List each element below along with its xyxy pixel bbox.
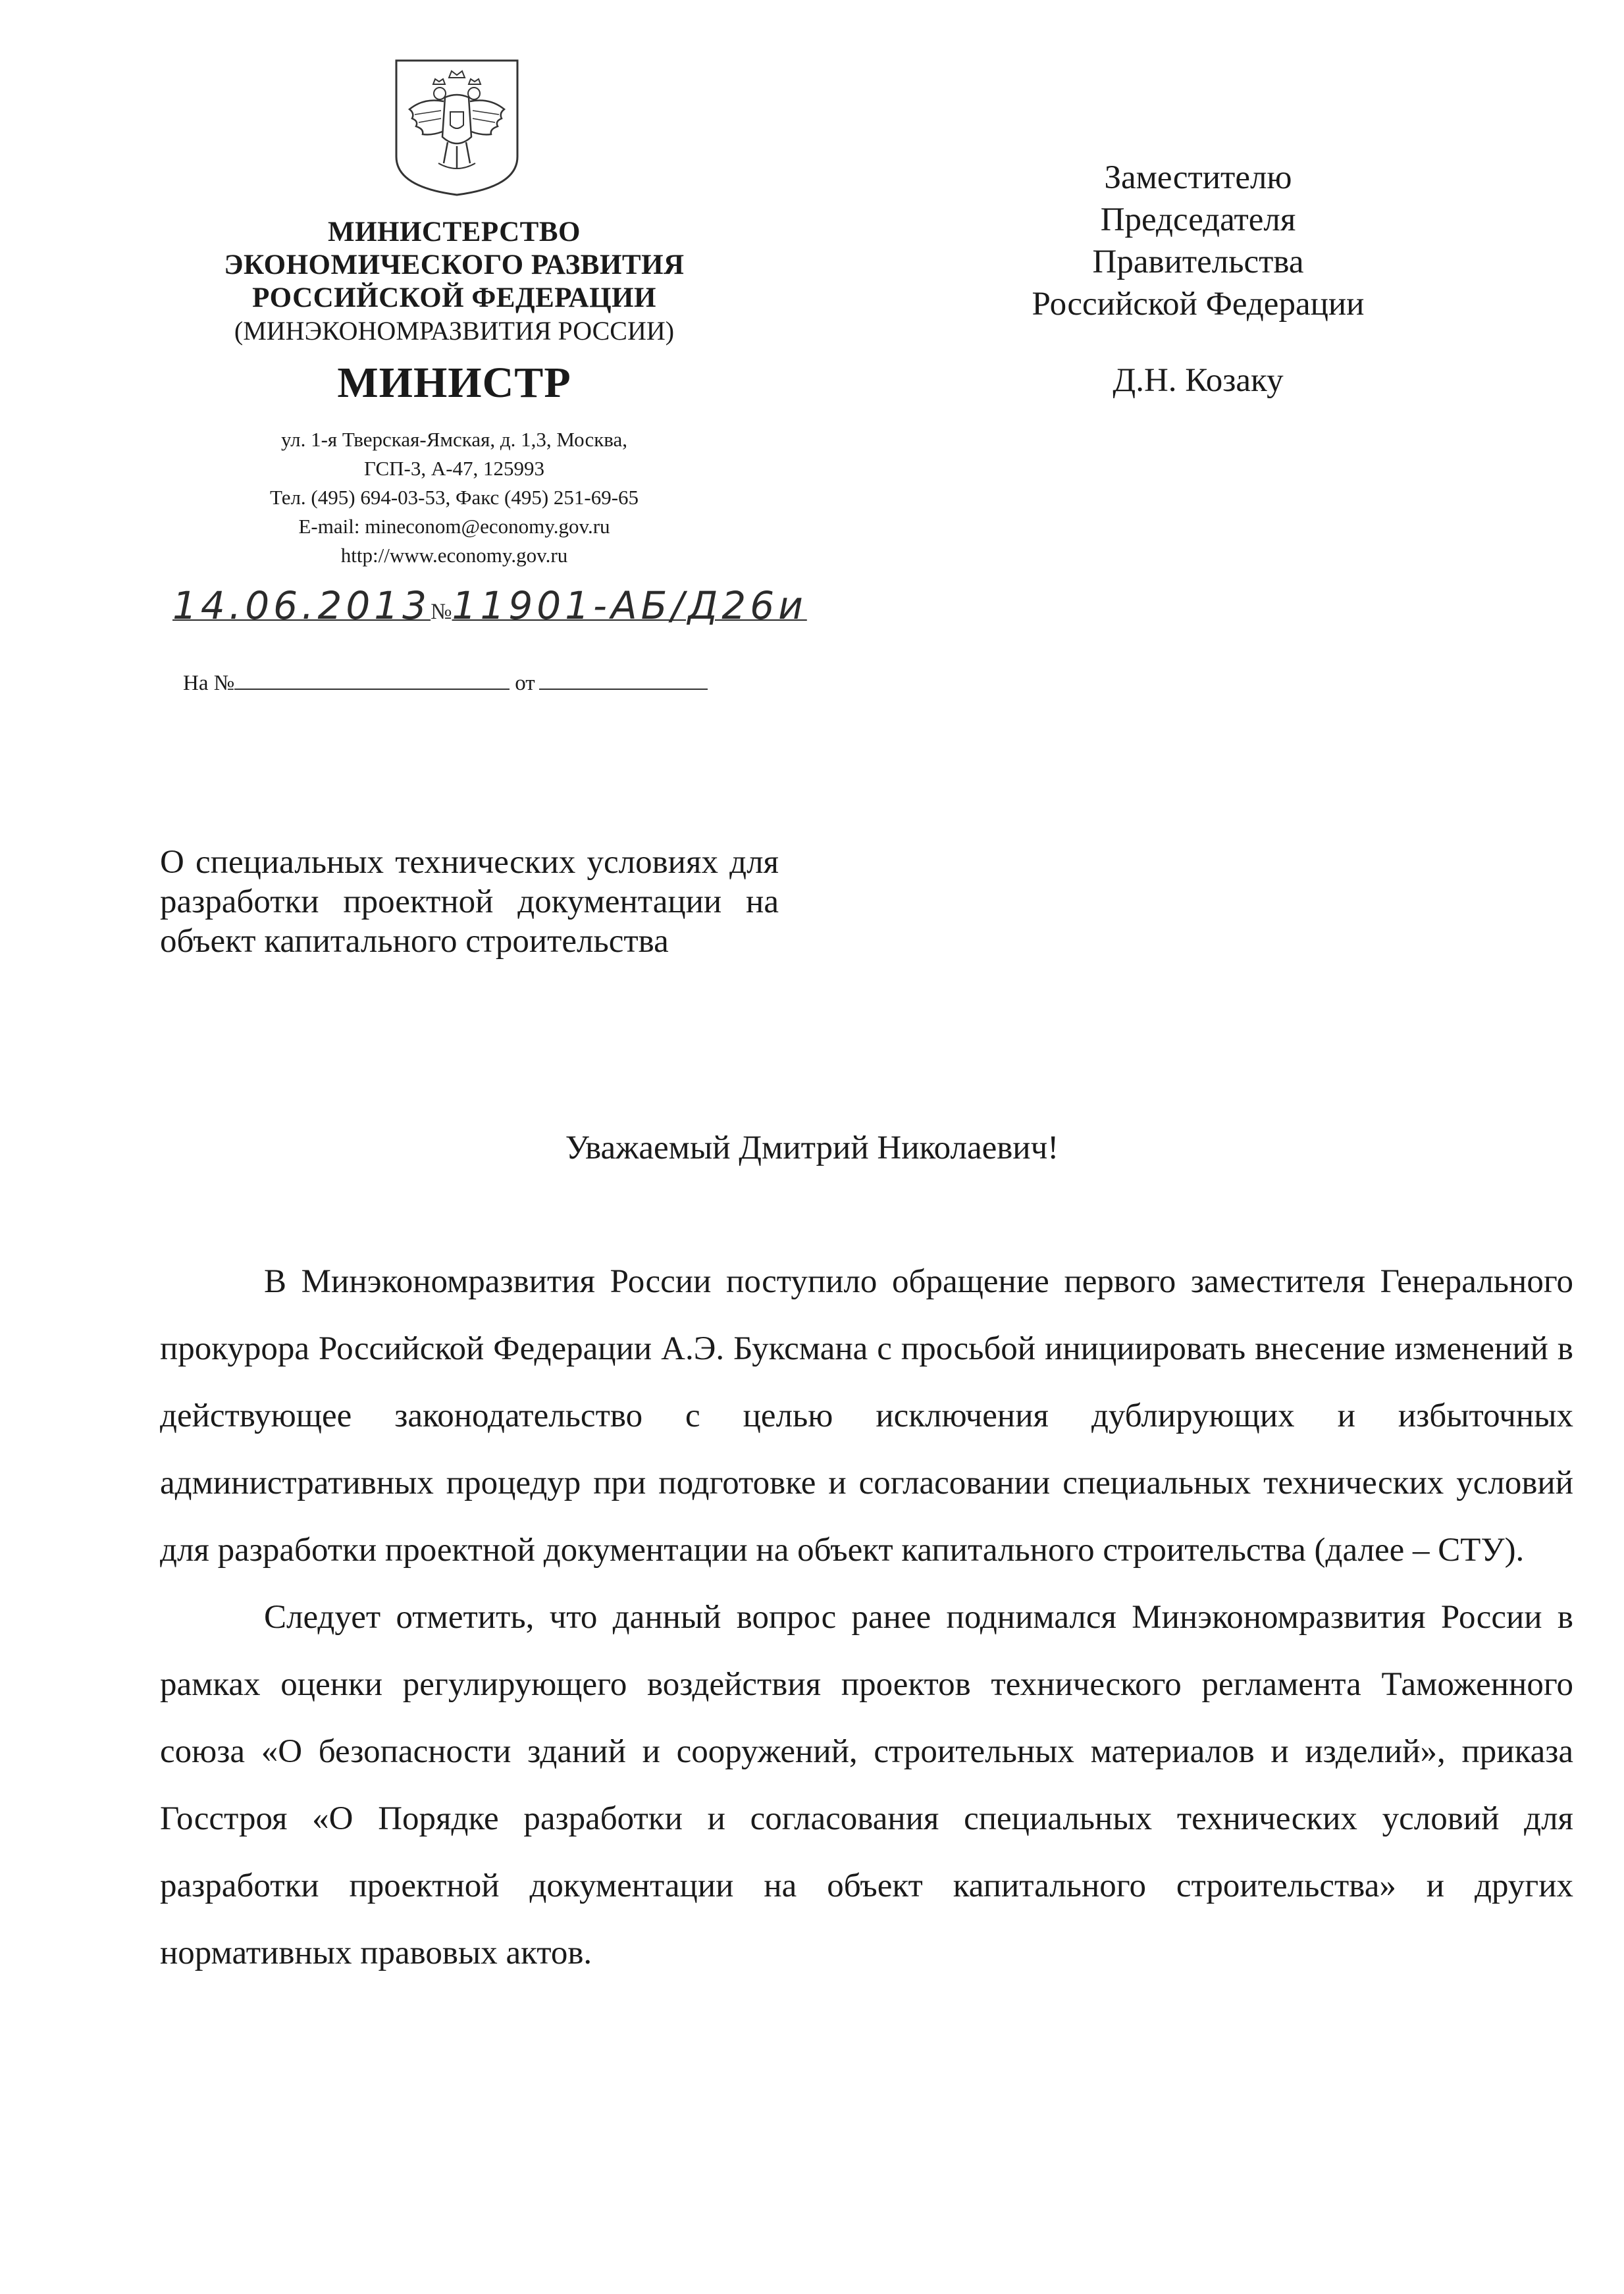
outgoing-date: 14.06.2013	[172, 583, 431, 628]
addressee-line-1: Заместителю	[1104, 159, 1292, 196]
email: E-mail: mineconom@economy.gov.ru	[298, 515, 610, 538]
outgoing-number-handwritten	[172, 583, 807, 628]
body-paragraph-2: Следует отметить, что данный вопрос ранее поднимался Минэкономразвития России в рамках оценки регулирующего воздействия проектов технического регламента Таможенного союза «О безопасности зданий и сооружений, строительных материалов и изделий», приказа Госстроя «О Порядке разработки и согласования специальных технических условий для разработки проектной документации на объект капитального строительства» и других нормативных правовых актов.	[160, 1599, 1573, 1971]
phone-fax: Тел. (495) 694-03-53, Факс (495) 251-69-65	[269, 486, 639, 509]
letter-body	[160, 1248, 1573, 1987]
body-paragraph-1: В Минэкономразвития России поступило обращение первого заместителя Генерального прокурора Российской Федерации А.Э. Буксмана с просьбой инициировать внесение изменений в действующее законодательство с целью исключения дублирующих и избыточных административных процедур при подготовке и согласовании специальных технических условий для разработки проектной документации на объект капитального строительства (далее – СТУ).	[160, 1263, 1573, 1569]
outgoing-reg-number: 11901-АБ/Д26и	[452, 583, 807, 628]
org-name-line-1: МИНИСТЕРСТВО	[328, 217, 581, 248]
addressee-name: Д.Н. Козаку	[1113, 362, 1284, 399]
org-name-line-2: ЭКОНОМИЧЕСКОГО РАЗВИТИЯ	[224, 249, 685, 280]
addressee-line-3: Российской Федерации	[1032, 286, 1365, 323]
address-line-2: ГСП-3, А-47, 125993	[363, 457, 545, 480]
website: http://www.economy.gov.ru	[340, 544, 568, 567]
org-name-line-3: РОССИЙСКОЙ ФЕДЕРАЦИИ	[252, 282, 656, 313]
reference-no-blank	[234, 669, 510, 690]
coat-of-arms-emblem	[392, 58, 521, 197]
reference-line	[183, 669, 708, 696]
reference-from-label: от	[515, 671, 535, 695]
org-abbreviation: (МИНЭКОНОМРАЗВИТИЯ РОССИИ)	[234, 316, 675, 346]
addressee-line-2: Председателя Правительства	[1092, 201, 1304, 280]
number-sign: №	[431, 600, 452, 624]
addressee-block	[1027, 157, 1369, 402]
address-line-1: ул. 1-я Тверская-Ямская, д. 1,3, Москва,	[280, 428, 628, 451]
reference-no-label: На №	[183, 671, 235, 695]
minister-title: МИНИСТР	[337, 359, 571, 407]
letterhead	[158, 216, 750, 570]
reference-from-blank	[539, 669, 708, 690]
subject: О специальных технических условиях для разработки проектной документации на объект капитального строительства	[160, 844, 779, 960]
greeting: Уважаемый Дмитрий Николаевич!	[565, 1130, 1059, 1166]
contact-block	[158, 425, 750, 570]
